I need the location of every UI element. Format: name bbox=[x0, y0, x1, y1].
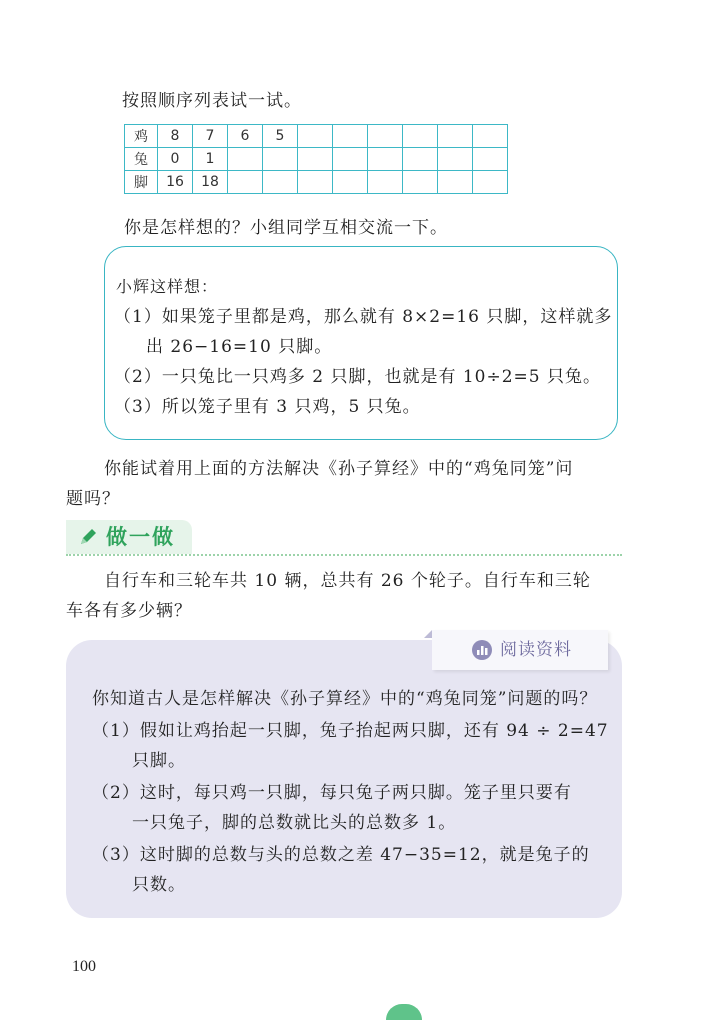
reading-tab-label: 阅读资料 bbox=[500, 640, 572, 660]
table-cell: 0 bbox=[158, 148, 193, 171]
row-label: 脚 bbox=[125, 171, 158, 194]
table-cell bbox=[473, 171, 508, 194]
table-row bbox=[125, 148, 508, 171]
reading-step-3b: 只数。 bbox=[132, 875, 186, 895]
reading-step-2b: 一只兔子，脚的总数就比头的总数多 1。 bbox=[132, 813, 457, 833]
table-cell: 1 bbox=[193, 148, 228, 171]
table-cell bbox=[403, 148, 438, 171]
table-cell bbox=[263, 148, 298, 171]
table-cell bbox=[333, 125, 368, 148]
table-cell bbox=[403, 125, 438, 148]
table-cell bbox=[298, 148, 333, 171]
tab-fold bbox=[424, 630, 432, 638]
prompt-line-1: 你能试着用上面的方法解决《孙子算经》中的“鸡兔同笼”问 bbox=[104, 459, 574, 479]
intro-text: 按照顺序列表试一试。 bbox=[122, 91, 302, 111]
bubble-step-1a: （1）如果笼子里都是鸡，那么就有 8×2=16 只脚，这样就多 bbox=[114, 307, 613, 327]
table-cell bbox=[368, 125, 403, 148]
do-section-label: 做一做 bbox=[106, 525, 175, 549]
table-cell bbox=[228, 171, 263, 194]
table-cell bbox=[473, 125, 508, 148]
bar-chart-icon bbox=[472, 640, 492, 660]
table-cell: 8 bbox=[158, 125, 193, 148]
reading-step-1b: 只脚。 bbox=[132, 751, 186, 771]
bubble-step-2: （2）一只兔比一只鸡多 2 只脚，也就是有 10÷2=5 只兔。 bbox=[114, 367, 601, 387]
table-cell bbox=[368, 171, 403, 194]
do-section-header bbox=[66, 520, 192, 554]
table-cell bbox=[403, 171, 438, 194]
bubble-step-1b: 出 26−16=10 只脚。 bbox=[146, 337, 333, 357]
table-row bbox=[125, 171, 508, 194]
exercise-line-2: 车各有多少辆？ bbox=[66, 601, 192, 621]
prompt-line-2: 题吗？ bbox=[66, 489, 120, 509]
exercise-line-1: 自行车和三轮车共 10 辆，总共有 26 个轮子。自行车和三轮 bbox=[104, 571, 591, 591]
bubble-step-3: （3）所以笼子里有 3 只鸡，5 只兔。 bbox=[114, 397, 421, 417]
table-cell bbox=[228, 148, 263, 171]
page-number: 100 bbox=[72, 958, 96, 975]
pencil-icon bbox=[78, 527, 98, 547]
reading-tab bbox=[432, 630, 608, 670]
bottom-decoration bbox=[386, 1004, 422, 1020]
reading-question: 你知道古人是怎样解决《孙子算经》中的“鸡兔同笼”问题的吗？ bbox=[92, 689, 598, 709]
table-cell bbox=[473, 148, 508, 171]
section-divider bbox=[66, 554, 622, 556]
chicken-rabbit-table bbox=[124, 124, 508, 194]
table-cell: 5 bbox=[263, 125, 298, 148]
reading-step-3a: （3）这时脚的总数与头的总数之差 47−35=12，就是兔子的 bbox=[92, 845, 590, 865]
table-cell bbox=[333, 148, 368, 171]
table-cell: 6 bbox=[228, 125, 263, 148]
table-cell bbox=[368, 148, 403, 171]
table-row bbox=[125, 125, 508, 148]
reading-step-1a: （1）假如让鸡抬起一只脚，兔子抬起两只脚，还有 94 ÷ 2=47 bbox=[92, 721, 609, 741]
table-cell bbox=[298, 125, 333, 148]
table-cell: 18 bbox=[193, 171, 228, 194]
reading-step-2a: （2）这时，每只鸡一只脚，每只兔子两只脚。笼子里只要有 bbox=[92, 783, 572, 803]
table-cell bbox=[438, 125, 473, 148]
table-cell bbox=[263, 171, 298, 194]
row-label: 鸡 bbox=[125, 125, 158, 148]
bubble-title: 小辉这样想： bbox=[116, 277, 219, 296]
table-cell bbox=[298, 171, 333, 194]
table-cell bbox=[333, 171, 368, 194]
table-cell: 7 bbox=[193, 125, 228, 148]
question-text: 你是怎样想的？小组同学互相交流一下。 bbox=[124, 218, 448, 238]
table-cell bbox=[438, 148, 473, 171]
table-cell bbox=[438, 171, 473, 194]
row-label: 兔 bbox=[125, 148, 158, 171]
table-cell: 16 bbox=[158, 171, 193, 194]
